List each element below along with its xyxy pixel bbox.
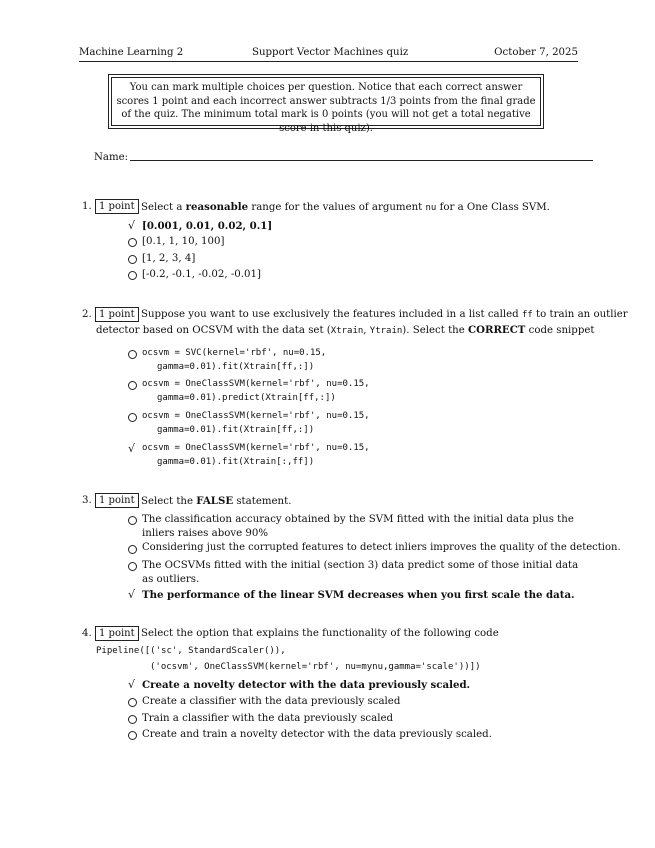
checkmark-icon[interactable]: √ — [128, 219, 136, 232]
name-field[interactable] — [130, 160, 593, 161]
name-label: Name: — [94, 152, 129, 163]
checkmark-icon[interactable]: √ — [128, 442, 136, 455]
answer-option: The performance of the linear SVM decreases when you first scale the data. — [142, 589, 575, 601]
answer-option: [0.1, 1, 10, 100] — [142, 236, 225, 247]
question-number: 4. — [82, 628, 92, 639]
question-text: Select the option that explains the functionality of the following code — [141, 628, 499, 639]
code-option: ocsvm = OneClassSVM(kernel='rbf', nu=0.15, — [142, 411, 370, 421]
code-option: gamma=0.01).fit(Xtrain[:,ff]) — [157, 457, 315, 467]
code-option: gamma=0.01).fit(Xtrain[ff,:]) — [157, 362, 315, 372]
code-option: ocsvm = SVC(kernel='rbf', nu=0.15, — [142, 348, 327, 358]
quiz-date: October 7, 2025 — [494, 47, 578, 58]
code-block-line: ('ocsvm', OneClassSVM(kernel='rbf', nu=mynu,gamma='scale'))]) — [150, 662, 481, 672]
question-text: detector based on OCSVM with the data set (Xtrain, Ytrain). Select the CORRECT code snippet — [96, 324, 595, 336]
code-block-line: Pipeline([('sc', StandardScaler()), — [96, 646, 286, 656]
code-option: ocsvm = OneClassSVM(kernel='rbf', nu=0.15, — [142, 443, 370, 453]
question-number: 1. — [82, 201, 92, 212]
question-text: Select a reasonable range for the values of argument nu for a One Class SVM. — [141, 201, 550, 213]
points-badge: 1 point — [95, 199, 139, 214]
answer-option: Train a classifier with the data previously scaled — [142, 713, 394, 724]
points-badge: 1 point — [95, 626, 139, 641]
header-rule — [79, 61, 578, 62]
radio-button[interactable] — [128, 238, 137, 247]
radio-button[interactable] — [128, 562, 137, 571]
code-option: gamma=0.01).fit(Xtrain[ff,:]) — [157, 425, 315, 435]
question-number: 2. — [82, 309, 92, 320]
answer-option: Create a novelty detector with the data previously scaled. — [142, 679, 471, 691]
radio-button[interactable] — [128, 545, 137, 554]
points-badge: 1 point — [95, 493, 139, 508]
answer-option: The classification accuracy obtained by the SVM fitted with the initial data plus the inliers raises above 90% — [142, 514, 574, 539]
radio-button[interactable] — [128, 413, 137, 422]
code-option: ocsvm = OneClassSVM(kernel='rbf', nu=0.15, — [142, 379, 370, 389]
radio-button[interactable] — [128, 255, 137, 264]
answer-option: [-0.2, -0.1, -0.02, -0.01] — [142, 269, 261, 280]
instructions-box — [108, 74, 544, 134]
question-text: Select the FALSE statement. — [141, 495, 292, 507]
instructions-text: You can mark multiple choices per question. Notice that each correct answer scores 1 point and each incorrect answer subtracts 1/3 points from the final grade of the quiz. The minimum total mark is 0 points (you will not get a total negative score in this quiz). — [111, 77, 541, 126]
radio-button[interactable] — [128, 271, 137, 280]
answer-option: [0.001, 0.01, 0.02, 0.1] — [142, 220, 273, 232]
answer-option: Considering just the corrupted features to detect inliers improves the quality of the detection. — [142, 542, 621, 553]
code-option: gamma=0.01).predict(Xtrain[ff,:]) — [157, 393, 336, 403]
radio-button[interactable] — [128, 715, 137, 724]
radio-button[interactable] — [128, 381, 137, 390]
question-text: Suppose you want to use exclusively the features included in a list called ff to train an outlier — [141, 309, 628, 320]
checkmark-icon[interactable]: √ — [128, 678, 136, 691]
answer-option: Create a classifier with the data previously scaled — [142, 696, 401, 707]
answer-option: The OCSVMs fitted with the initial (section 3) data predict some of those initial data as outliers. — [142, 560, 579, 585]
answer-option: Create and train a novelty detector with the data previously scaled. — [142, 729, 492, 740]
quiz-title: Support Vector Machines quiz — [252, 47, 409, 58]
radio-button[interactable] — [128, 698, 137, 707]
answer-option: [1, 2, 3, 4] — [142, 253, 196, 264]
points-badge: 1 point — [95, 307, 139, 322]
radio-button[interactable] — [128, 516, 137, 525]
radio-button[interactable] — [128, 731, 137, 740]
question-number: 3. — [82, 495, 92, 506]
radio-button[interactable] — [128, 350, 137, 359]
checkmark-icon[interactable]: √ — [128, 588, 136, 601]
course-name: Machine Learning 2 — [79, 47, 184, 58]
